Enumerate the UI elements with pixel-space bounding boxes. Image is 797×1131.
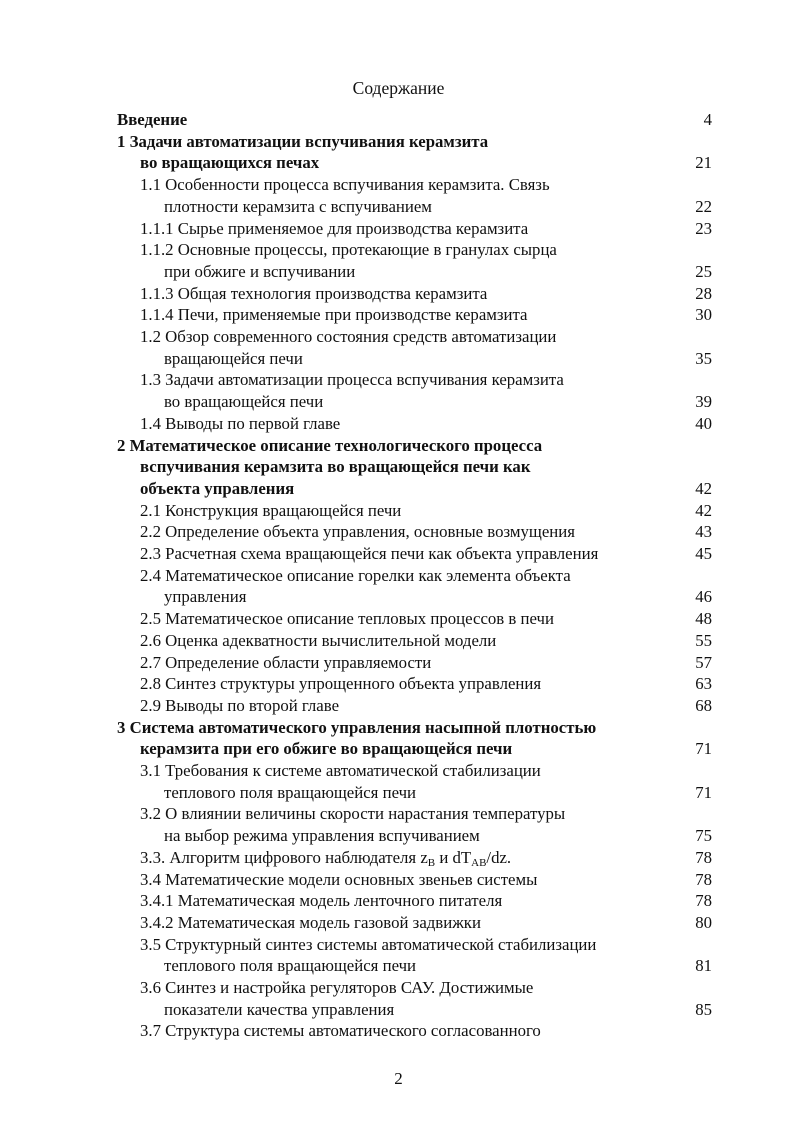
toc-entry-line: 1.2 Обзор современного состояния средств автоматизации: [140, 327, 557, 346]
toc-entry-line: 2.4 Математическое описание горелки как элемента объекта: [140, 565, 571, 585]
toc-page-number: 68: [695, 695, 712, 715]
toc-page-number: 75: [695, 826, 712, 846]
toc-entry-line: 2.8 Синтез структуры упрощенного объекта управления: [140, 674, 542, 694]
toc-entry-text: 3.3. Алгоритм цифрового наблюдателя z: [140, 847, 428, 867]
toc-page-number: 78: [695, 891, 712, 911]
subscript: B: [427, 856, 436, 869]
toc-page-number: 28: [695, 283, 712, 303]
toc-page-number: 40: [695, 413, 712, 433]
toc-entry-text: и dT: [435, 847, 472, 867]
toc-entry-line: управления: [164, 587, 247, 607]
toc-entry-line: 3.7 Структура системы автоматического согласованного: [140, 1021, 541, 1041]
toc-entry-line: теплового поля вращающейся печи: [164, 956, 417, 976]
toc-page-number: 23: [695, 218, 712, 238]
toc-entry-line: 3.1 Требования к системе автоматической стабилизации: [140, 761, 541, 780]
toc-entry-line: 1 Задачи автоматизации вспучивания керамзита: [117, 131, 489, 151]
toc-entry-line: 1.4 Выводы по первой главе: [140, 413, 341, 433]
subscript: AB: [471, 856, 487, 869]
toc-entry-line: теплового поля вращающейся печи: [164, 782, 417, 802]
toc-entry-line: 1.1.3 Общая технология производства керамзита: [140, 283, 488, 303]
toc-entry-line: 1.1.4 Печи, применяемые при производстве керамзита: [140, 305, 528, 325]
toc-page-number: 35: [695, 348, 712, 368]
toc-entry-line: 2.9 Выводы по второй главе: [140, 695, 340, 715]
toc-entry-line: показатели качества управления: [164, 999, 395, 1019]
toc-entry-line: при обжиге и вспучивании: [164, 261, 356, 281]
toc-page-number: 55: [695, 630, 712, 650]
toc-entry-line: 1.1.1 Сырье применяемое для производства керамзита: [140, 218, 529, 238]
toc-page-number: 42: [695, 500, 712, 520]
toc-page-number: 78: [695, 847, 712, 867]
toc-page-number: 57: [695, 652, 712, 672]
toc-page-number: 45: [695, 544, 712, 563]
toc-entry-line: 2.2 Определение объекта управления, основные возмущения: [140, 522, 575, 542]
toc-entry-line: 2.3 Расчетная схема вращающейся печи как объекта управления: [140, 544, 599, 563]
toc-entry-line: 3.4 Математические модели основных звеньев системы: [140, 869, 538, 889]
toc-entry-line: Введение: [117, 110, 188, 129]
toc-entry-line: вращающейся печи: [164, 348, 303, 368]
page-title: Содержание: [352, 78, 445, 98]
toc-page-number: 80: [695, 912, 712, 932]
toc-entry-line: 3.4.2 Математическая модель газовой задвижки: [140, 912, 481, 932]
toc-page-number: 43: [695, 522, 712, 542]
toc-entry-line: 2.7 Определение области управляемости: [140, 652, 432, 672]
toc-entry-line: 2.1 Конструкция вращающейся печи: [140, 500, 402, 520]
toc-entry-line: объекта управления: [140, 478, 295, 498]
toc-entry-line: вспучивания керамзита во вращающейся печи как: [140, 457, 531, 477]
toc-entry-line: 1.3 Задачи автоматизации процесса вспучивания керамзита: [140, 370, 564, 390]
toc-entry-line: 3.5 Структурный синтез системы автоматической стабилизации: [140, 934, 597, 954]
toc-entry-line: 3.6 Синтез и настройка регуляторов САУ. Достижимые: [140, 978, 534, 997]
toc-entry-line: 3 Система автоматического управления насыпной плотностью: [117, 717, 597, 737]
toc-entry-line: во вращающейся печи: [164, 392, 324, 412]
toc-page-number: 63: [695, 674, 712, 694]
toc-page-number: 78: [695, 869, 712, 889]
toc-page-number: 39: [695, 392, 712, 412]
toc-entry-line: во вращающихся печах: [140, 153, 320, 173]
toc-entry-line: плотности керамзита с вспучиванием: [164, 196, 432, 216]
toc-entry-line: 1.1 Особенности процесса вспучивания керамзита. Связь: [140, 175, 550, 195]
toc-entry-line: 1.1.2 Основные процессы, протекающие в гранулах сырца: [140, 240, 557, 260]
toc-entry-line: керамзита при его обжиге во вращающейся печи: [140, 739, 513, 759]
toc-page-number: 25: [695, 261, 712, 281]
toc-page-number: 30: [695, 305, 712, 325]
toc-entry-line: на выбор режима управления вспучиванием: [164, 826, 480, 846]
toc-page-number: 71: [695, 782, 712, 802]
toc-entry-line: 2.6 Оценка адекватности вычислительной модели: [140, 630, 497, 650]
toc-page-number: 42: [695, 478, 712, 498]
toc-entry-line: 3.4.1 Математическая модель ленточного питателя: [140, 891, 503, 911]
toc-page-number: 22: [695, 196, 712, 216]
toc-page-number: 21: [695, 153, 712, 173]
toc-page-number: 81: [695, 956, 712, 976]
toc-entry-line: 2 Математическое описание технологического процесса: [117, 435, 543, 455]
toc-entry-text: /dz.: [486, 847, 512, 867]
toc-page-number: 85: [695, 999, 712, 1019]
toc-page-number: 48: [695, 609, 712, 629]
toc-entry-line: 2.5 Математическое описание тепловых процессов в печи: [140, 609, 554, 629]
toc-page-number: 71: [695, 739, 712, 759]
toc-page-number: 46: [695, 587, 712, 607]
page-number: 2: [394, 1069, 403, 1088]
toc-page-number: 4: [703, 110, 712, 129]
toc-entry-line: 3.2 О влиянии величины скорости нарастания температуры: [140, 804, 566, 824]
